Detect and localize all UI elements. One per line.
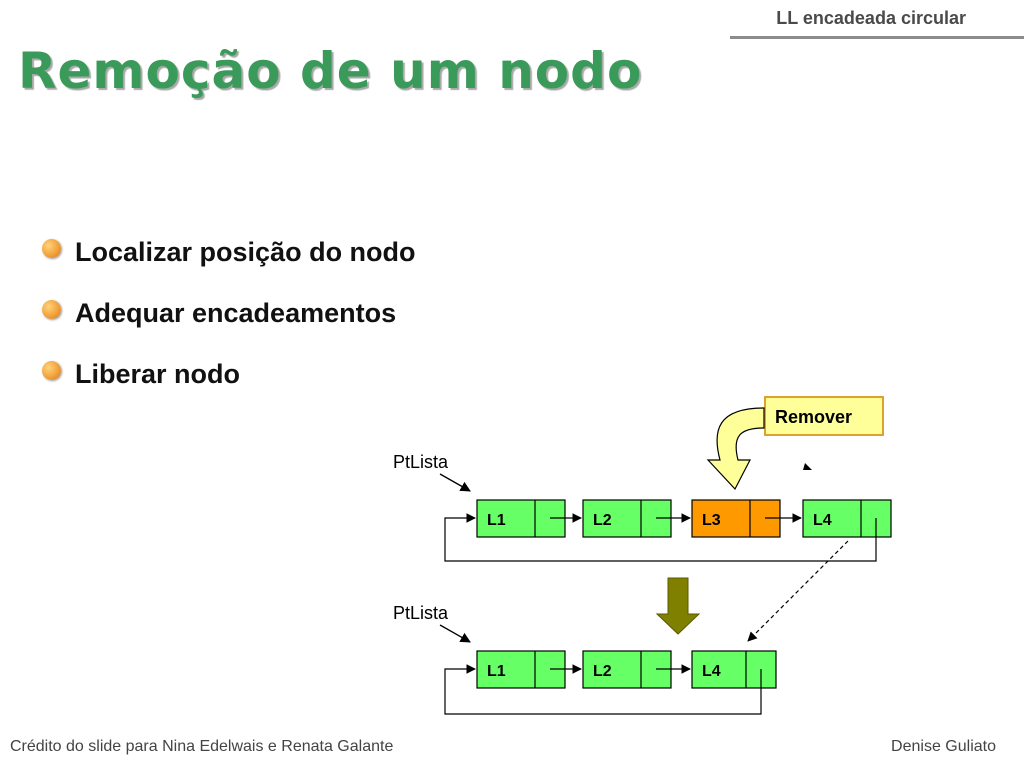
slide-author: Denise Guliato <box>891 738 996 755</box>
list-node <box>803 500 891 537</box>
pointer-arrow-bottom <box>440 625 470 642</box>
node-label: L3 <box>702 512 721 529</box>
slide-credit: Crédito do slide para Nina Edelwais e Renata Galante <box>10 738 394 755</box>
node-label: L1 <box>487 512 506 529</box>
bullet-text: Adequar encadeamentos <box>75 298 397 328</box>
header-tag: LL encadeada circular <box>776 8 966 28</box>
pointer-arrow-top <box>440 474 470 491</box>
slide-title: Remoção de um nodo <box>18 42 643 100</box>
node-label: L1 <box>487 663 506 680</box>
dashed-relink-arrow <box>748 541 848 641</box>
node-label: L4 <box>813 512 832 529</box>
bottom-list-nodes <box>477 651 776 688</box>
node-label: L4 <box>702 663 721 680</box>
pointer-label-top: PtLista <box>393 452 449 472</box>
node-label: L2 <box>593 663 612 680</box>
remover-callout-label: Remover <box>775 407 853 427</box>
bullet-text: Liberar nodo <box>75 359 241 389</box>
down-arrow-icon <box>657 578 699 634</box>
pointer-label-bottom: PtLista <box>393 603 449 623</box>
bullet-text: Localizar posição do nodo <box>75 237 416 267</box>
small-arrowhead-icon <box>803 463 812 470</box>
node-label: L2 <box>593 512 612 529</box>
curved-arrow-icon <box>708 408 764 489</box>
list-node <box>692 651 776 688</box>
